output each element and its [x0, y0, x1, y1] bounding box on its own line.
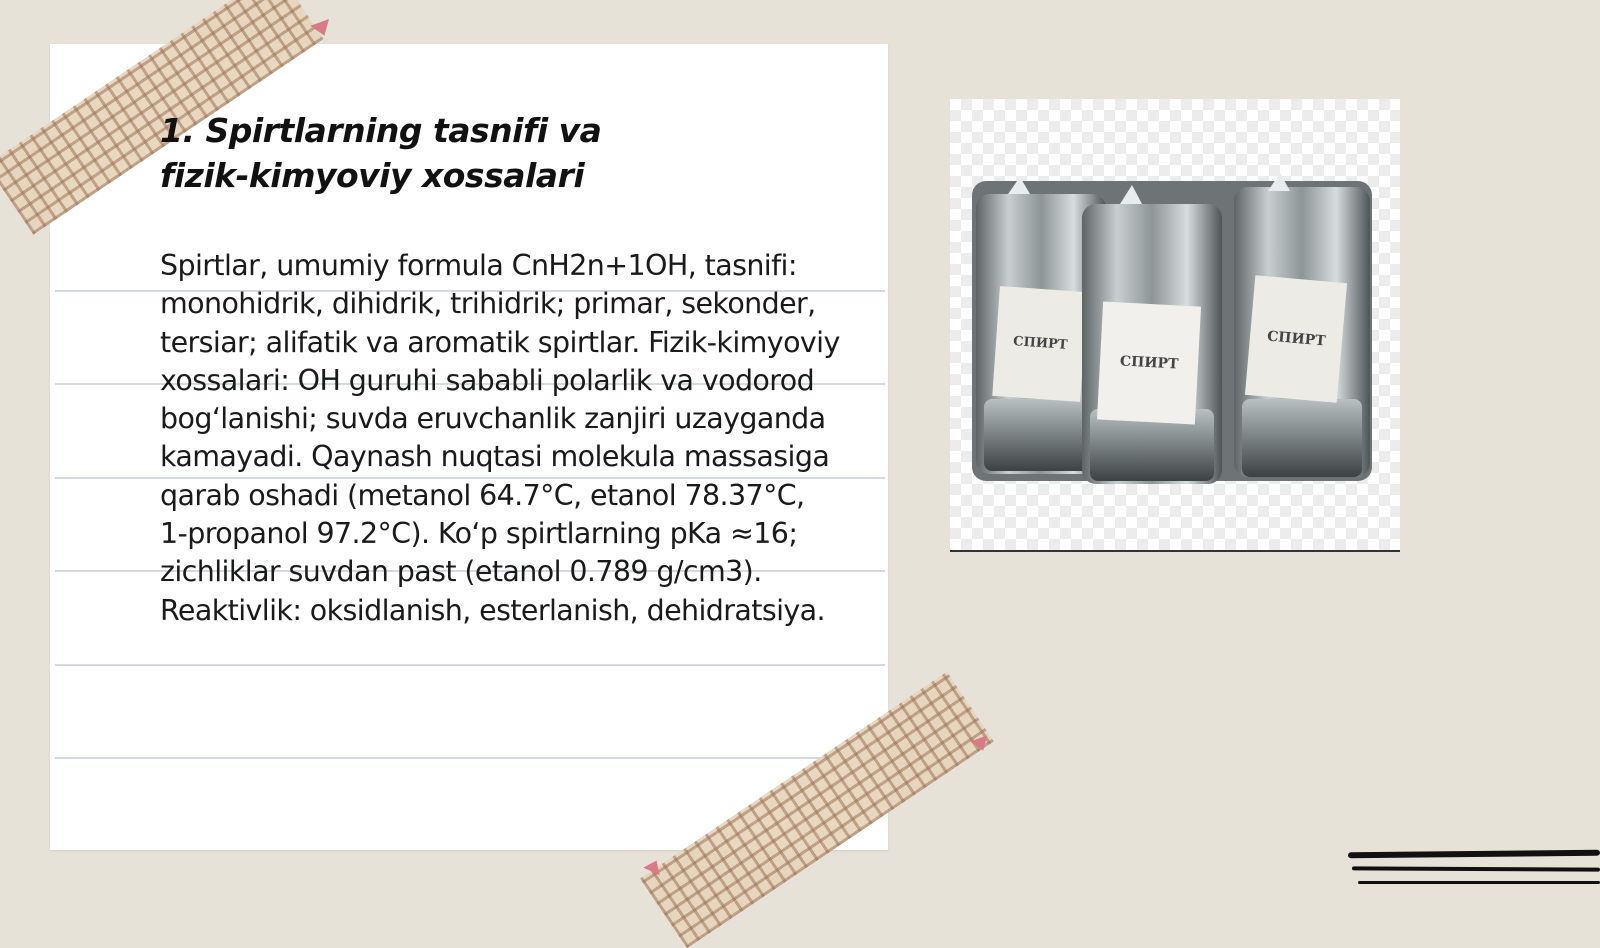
decorative-stroke — [1352, 866, 1600, 871]
pin-icon — [310, 19, 334, 39]
bottle-2 — [1082, 204, 1222, 484]
decorative-stroke — [1348, 850, 1600, 859]
alcohol-bottles-photo — [950, 99, 1400, 552]
bottle-label-2: СПИРТ — [1119, 353, 1179, 373]
bottle-label-1: СПИРТ — [1012, 334, 1068, 353]
title-line-2: fizik-kimyoviy xossalari — [160, 156, 585, 195]
decorative-stroke — [1358, 881, 1600, 884]
ruled-line — [55, 664, 885, 666]
slide-body-text: Spirtlar, umumiy formula CnH2n+1OH, tasnifi: monohidrik, dihidrik, trihidrik; primar, sekonder, tersiar; alifatik va aromatik spirtlar. Fizik-kimyoviy xossalari: OH guruhi sababli polarlik va vodorod bogʻlanishi; suvda eruvchanlik zanjiri uzayganda kamayadi. Qaynash nuqtasi molekula massasiga qarab oshadi (metanol 64.7°C, etanol 78.37°C, 1-propanol 97.2°C). Koʻp spirtlarning pKa ≈16; zichliklar suvdan past (etanol 0.789 g/cm3). Reaktivlik: oksidlanish, esterlanish, dehidratsiya. — [160, 249, 840, 627]
title-line-1: 1. Spirtlarning tasnifi va — [160, 111, 602, 150]
slide-title — [160, 108, 720, 198]
bottles-illustration — [950, 99, 1400, 550]
bottle-label-3: СПИРТ — [1266, 328, 1327, 350]
ruled-line — [55, 757, 885, 759]
